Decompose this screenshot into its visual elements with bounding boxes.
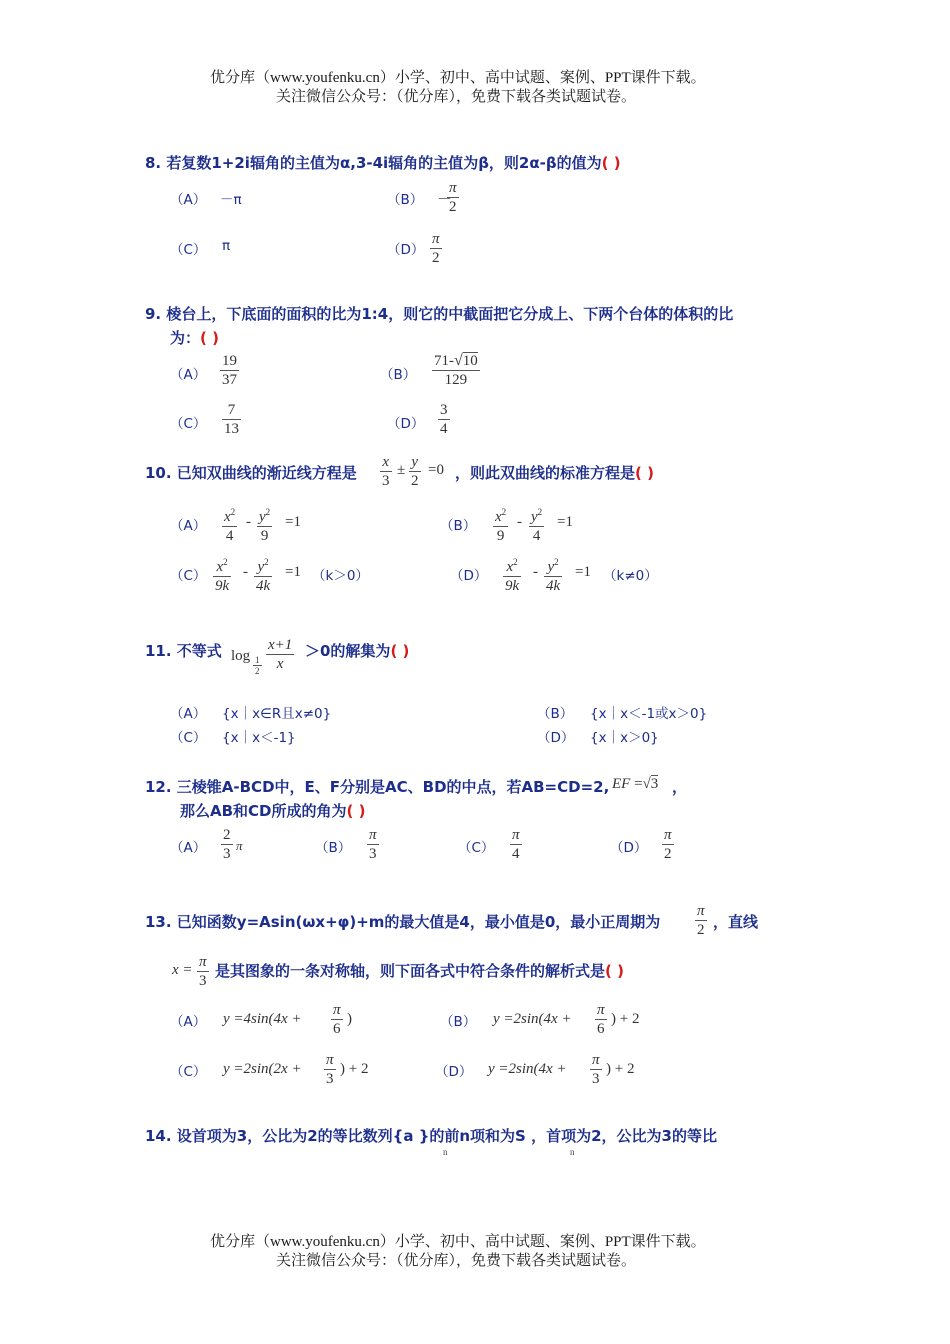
option-b-label: （B） <box>387 192 424 208</box>
option-d-frac-1: $x^2$ 9k <box>505 557 520 594</box>
question-12-text-a: 12. 三棱锥A-BCD中，E、F分别是AC、BD的中点，若AB=CD=2, <box>145 778 610 796</box>
option-b-value: {x｜x＜-1或x＞0} <box>590 706 708 722</box>
option-c-label: （C） <box>170 730 207 746</box>
option-a-label: （A） <box>170 192 207 208</box>
option-c-fraction: 7 13 <box>224 402 239 437</box>
option-b-frac-2: $y^2$ 4 <box>531 507 543 544</box>
option-d-label: （D） <box>435 1064 473 1080</box>
option-d-minus: - <box>533 564 538 580</box>
option-a-rhs: =1 <box>285 514 301 530</box>
option-c-label: （C） <box>170 568 207 584</box>
option-b-frac-1: $x^2$ 9 <box>495 507 507 544</box>
option-c-expr-pre: y =2sin(2x + <box>223 1061 302 1077</box>
option-c-label: （C） <box>170 242 207 258</box>
question-9-line-2: 为：( ) <box>170 329 219 347</box>
option-a-expr-post: ) <box>347 1011 352 1027</box>
option-b-minus: - <box>517 514 522 530</box>
option-a-fraction: π 6 <box>333 1002 341 1037</box>
option-c-label: （C） <box>170 1064 207 1080</box>
option-a-label: （A） <box>170 367 207 383</box>
question-14-text: 14. 设首项为3，公比为2的等比数列{a }的前n项和为S ，首项为2，公比为3的等比 <box>145 1127 717 1145</box>
option-b-label: （B） <box>440 518 477 534</box>
question-9-line-1: 9. 棱台上，下底面的面积的比为1:4，则它的中截面把它分成上、下两个台体的体积的比 <box>145 305 734 323</box>
option-d-expr-pre: y =2sin(4x + <box>488 1061 567 1077</box>
option-d-rhs: =1 <box>575 564 591 580</box>
option-a-minus: - <box>246 514 251 530</box>
option-a-fraction: 2 3 <box>223 827 231 862</box>
answer-blank: ( ) <box>200 329 219 347</box>
option-b-label: （B） <box>380 367 417 383</box>
answer-blank: ( ) <box>346 802 366 820</box>
answer-blank: ( ) <box>390 642 410 660</box>
option-d-label: （D） <box>537 730 575 746</box>
option-c-expr-post: ) + 2 <box>340 1061 369 1077</box>
answer-blank: ( ) <box>605 962 624 980</box>
option-a-frac-1: $x^2$ 4 <box>224 507 236 544</box>
option-d-fraction: π 2 <box>664 827 672 862</box>
question-11-text-a: 11. 不等式 <box>145 642 222 660</box>
option-c-frac-1: $x^2$ 9k <box>215 557 230 594</box>
footer-line-2: 关注微信公众号：（优分库），免费下载各类试题试卷。 <box>276 1253 637 1269</box>
footer-line-1: 优分库（www.youfenku.cn）小学、初中、高中试题、案例、PPT课件下载。 <box>210 1234 706 1250</box>
option-c-fraction: π 3 <box>326 1052 334 1087</box>
log-base: 1 2 <box>255 655 260 676</box>
option-c-fraction: π 4 <box>512 827 520 862</box>
option-d-condition: （k≠0） <box>603 568 658 584</box>
ef-expression: EF =√3 <box>612 776 659 792</box>
answer-blank: ( ) <box>635 464 654 482</box>
option-d-fraction: π 2 <box>432 231 440 266</box>
question-13-line-1: 13. 已知函数y=Asin(ωx+φ)+m的最大值是4，最小值是0，最小正周期为 <box>145 913 661 931</box>
option-b-label: （B） <box>537 706 574 722</box>
log-argument: x+1 x <box>268 637 293 672</box>
option-d-label: （D） <box>450 568 488 584</box>
option-b-expr-post: ) + 2 <box>611 1011 640 1027</box>
option-a-value: {x｜x∈R且x≠0} <box>222 706 332 722</box>
option-b-fraction: π 2 <box>449 180 457 215</box>
question-12-line-2: 那么AB和CD所成的角为( ) <box>180 802 366 820</box>
question-8-text: 8. 若复数1+2i辐角的主值为α,3-4i辐角的主值为β，则2α-β的值为( ) <box>145 154 621 172</box>
option-a-label: （A） <box>170 706 207 722</box>
option-a-label: （A） <box>170 1014 207 1030</box>
header-line-2: 关注微信公众号：（优分库），免费下载各类试题试卷。 <box>276 89 637 105</box>
option-b-label: （B） <box>440 1014 477 1030</box>
option-a-fraction: 19 37 <box>222 353 237 388</box>
option-a-label: （A） <box>170 840 207 856</box>
period-fraction: π 2 <box>697 903 705 938</box>
option-b-sign: － <box>437 192 453 208</box>
option-d-expr-post: ) + 2 <box>606 1061 635 1077</box>
option-d-fraction: 3 4 <box>440 402 448 437</box>
option-d-value: {x｜x＞0} <box>590 730 659 746</box>
answer-blank: ( ) <box>601 154 621 172</box>
option-c-label: （C） <box>170 416 207 432</box>
question-13-line-1-end: ，直线 <box>713 913 759 931</box>
option-c-label: （C） <box>458 840 495 856</box>
question-11-text-b: ＞0的解集为( ) <box>305 642 410 660</box>
option-b-expr-pre: y =2sin(4x + <box>493 1011 572 1027</box>
question-13-line-2: 是其图象的一条对称轴，则下面各式中符合条件的解析式是( ) <box>215 962 624 980</box>
option-c-frac-2: $y^2$ 4k <box>256 557 271 594</box>
option-d-label: （D） <box>387 416 425 432</box>
option-a-label: （A） <box>170 518 207 534</box>
option-a-frac-2: $y^2$ 9 <box>259 507 271 544</box>
option-b-fraction: π 6 <box>597 1002 605 1037</box>
option-d-label: （D） <box>387 242 425 258</box>
asymptote-op: ± <box>397 462 406 478</box>
option-b-rhs: =1 <box>557 514 573 530</box>
option-a-expr-pre: y =4sin(4x + <box>223 1011 302 1027</box>
option-c-value: {x｜x＜-1} <box>222 730 296 746</box>
axis-fraction: π 3 <box>199 954 207 989</box>
question-10-text-a: 10. 已知双曲线的渐近线方程是 <box>145 464 357 482</box>
question-12-comma: ， <box>672 778 688 796</box>
option-a-pi: π <box>236 838 243 853</box>
subscript-s-n: n <box>570 1147 575 1157</box>
subscript-a-n: n <box>443 1147 448 1157</box>
option-c-condition: （k＞0） <box>312 568 369 584</box>
asymptote-frac-x: x 3 <box>382 454 390 489</box>
option-d-label: （D） <box>610 840 648 856</box>
option-c-rhs: =1 <box>285 564 301 580</box>
asymptote-rhs: =0 <box>428 462 444 478</box>
option-d-frac-2: $y^2$ 4k <box>546 557 561 594</box>
log-symbol: log <box>231 648 251 664</box>
option-d-fraction: π 3 <box>592 1052 600 1087</box>
question-10-text-b: ，则此双曲线的标准方程是( ) <box>455 464 654 482</box>
option-c-minus: - <box>243 564 248 580</box>
option-c-value: π <box>222 238 231 254</box>
option-b-fraction: π 3 <box>369 827 377 862</box>
axis-x-eq: x = <box>172 962 193 978</box>
asymptote-frac-y: y 2 <box>411 454 419 489</box>
option-a-value: －π <box>220 192 242 208</box>
option-b-label: （B） <box>315 840 352 856</box>
option-b-fraction: 71-√10 129 <box>434 352 478 388</box>
header-line-1: 优分库（www.youfenku.cn）小学、初中、高中试题、案例、PPT课件下载。 <box>210 70 706 86</box>
